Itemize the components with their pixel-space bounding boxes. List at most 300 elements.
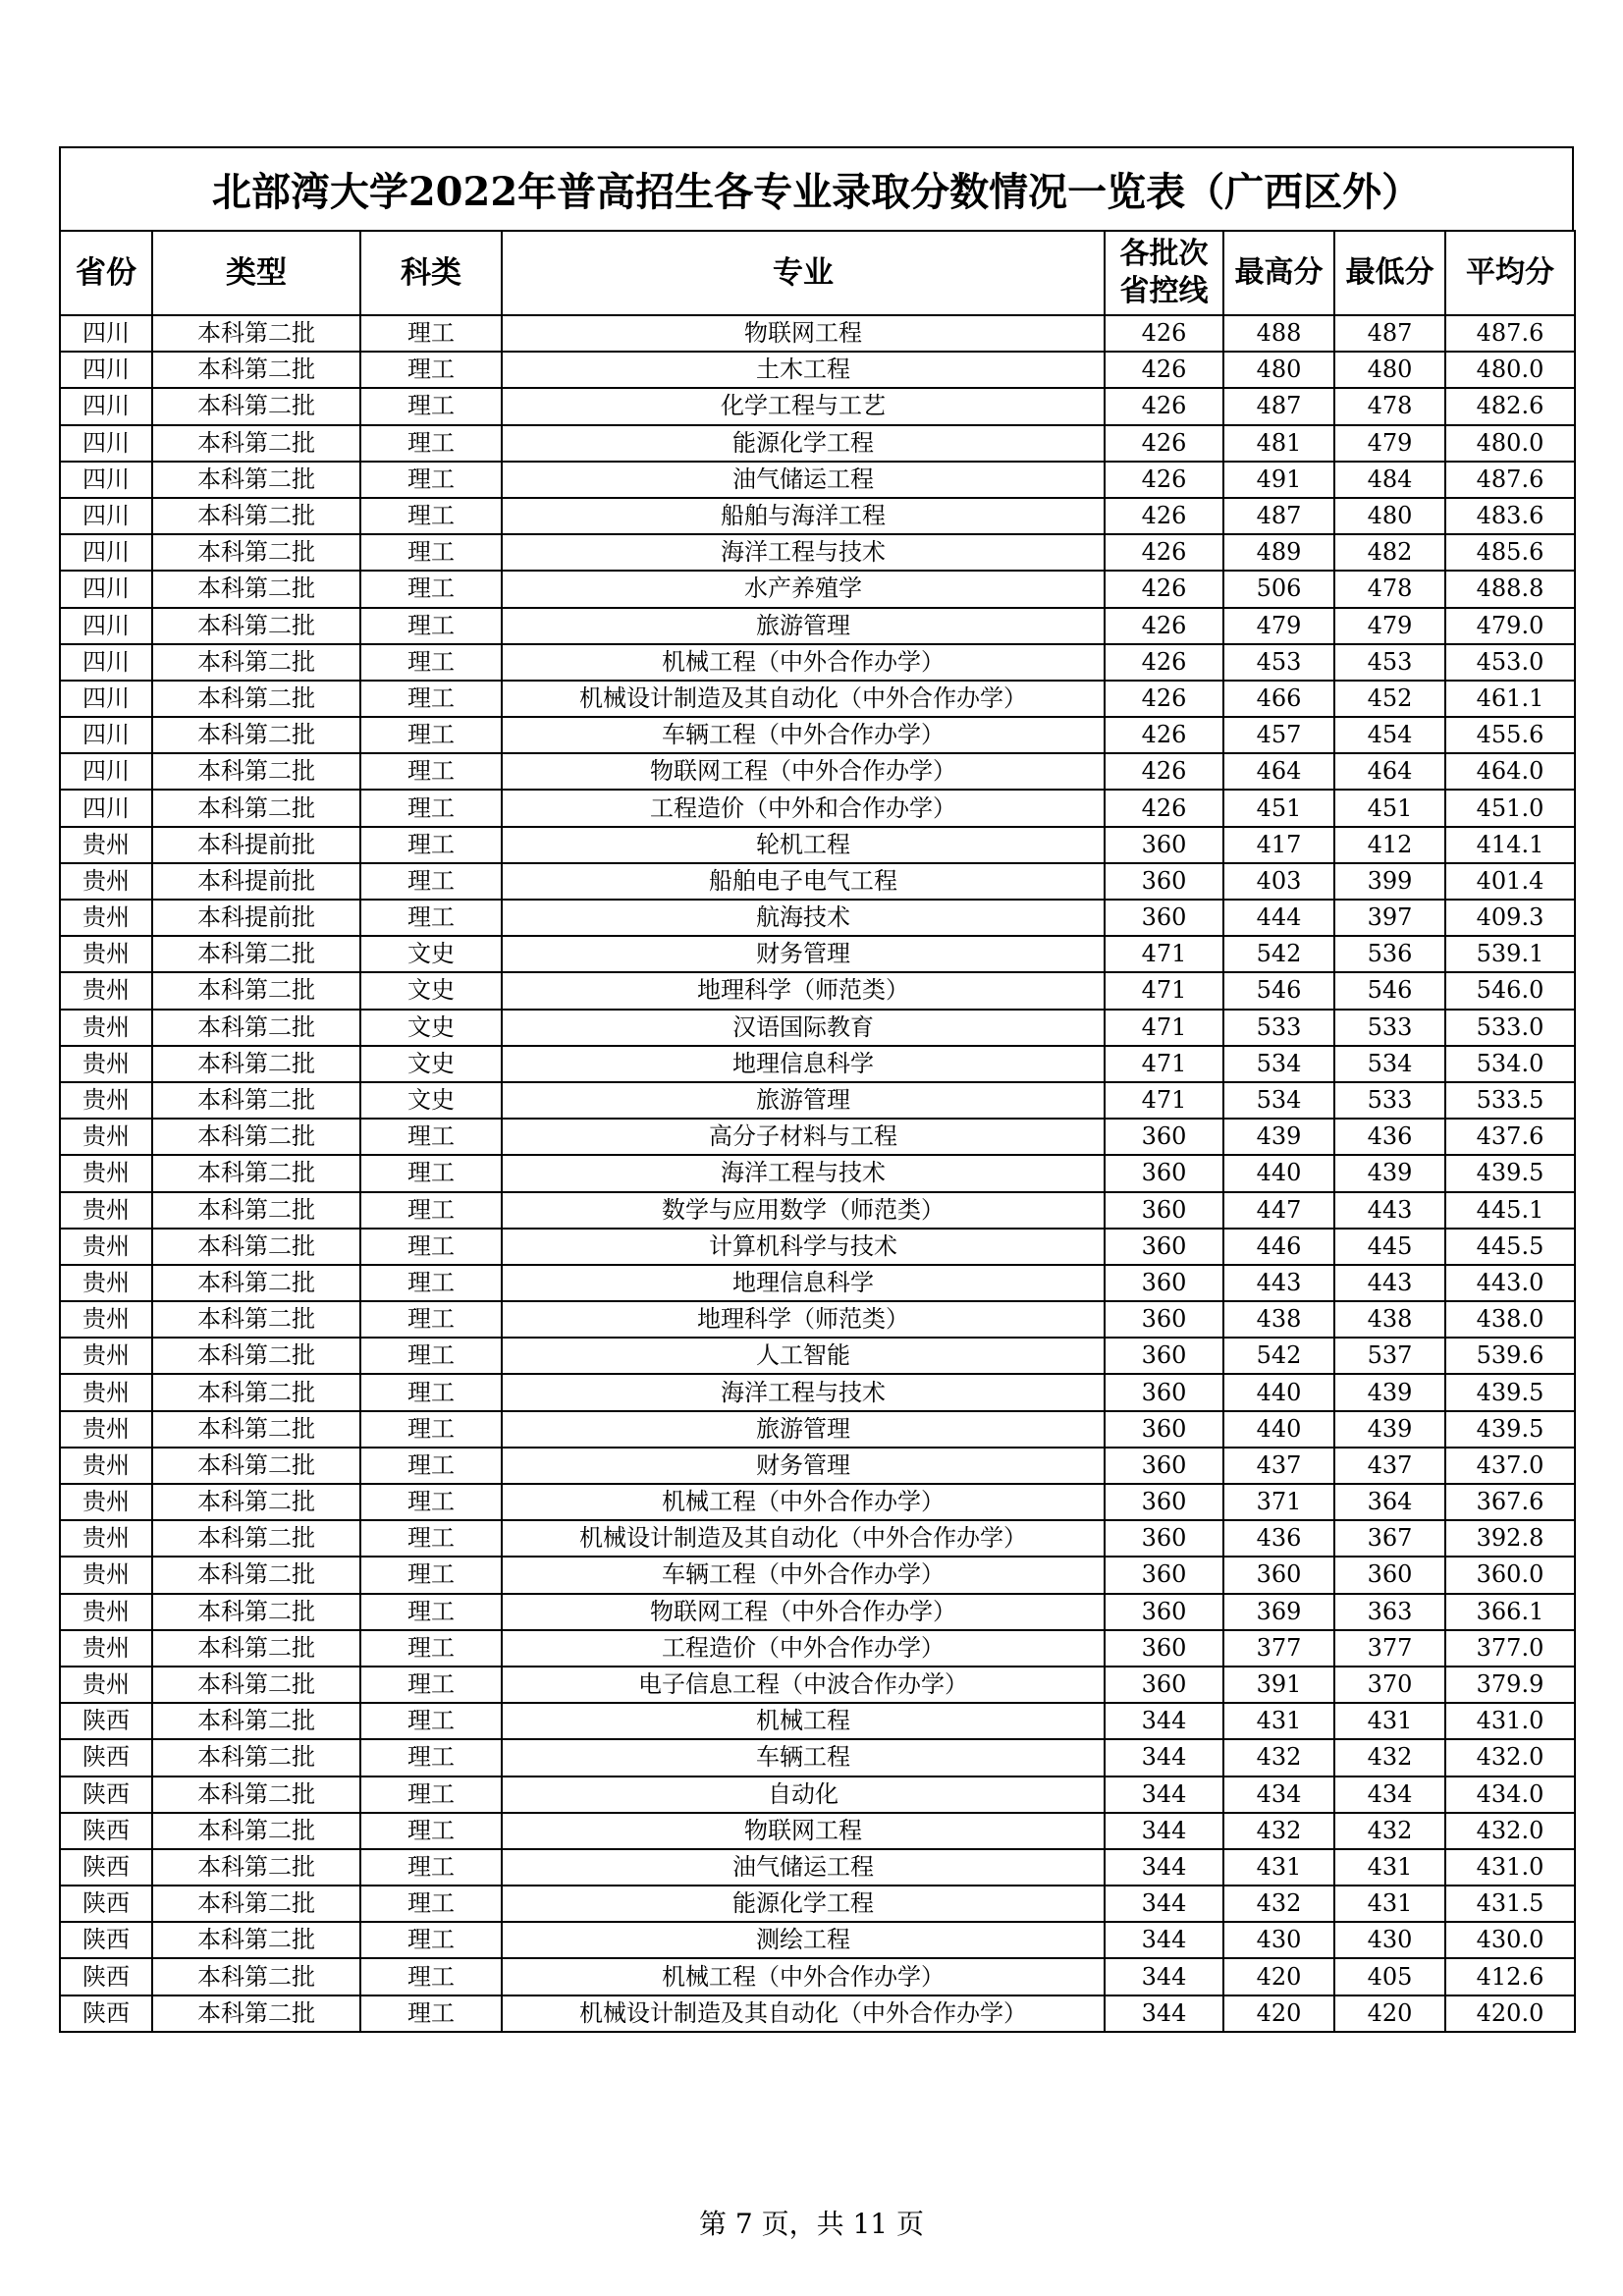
type-cell: 本科第二批	[152, 1739, 360, 1776]
max-score-cell: 432	[1223, 1739, 1334, 1776]
avg-score-cell: 437.6	[1445, 1119, 1575, 1155]
type-cell: 本科第二批	[152, 1301, 360, 1338]
avg-score-cell: 487.6	[1445, 462, 1575, 498]
max-score-cell: 453	[1223, 644, 1334, 681]
max-score-cell: 481	[1223, 425, 1334, 462]
min-score-cell: 443	[1334, 1192, 1445, 1229]
control-line-cell: 344	[1105, 1777, 1223, 1813]
type-cell: 本科第二批	[152, 1374, 360, 1410]
major-cell: 机械设计制造及其自动化（中外合作办学）	[502, 1995, 1105, 2032]
control-line-cell: 360	[1105, 1667, 1223, 1703]
min-score-cell: 439	[1334, 1411, 1445, 1448]
category-cell: 理工	[360, 1374, 502, 1410]
table-row	[60, 388, 1575, 424]
control-line-cell: 426	[1105, 425, 1223, 462]
table-row	[60, 1082, 1575, 1119]
category-cell: 文史	[360, 972, 502, 1009]
avg-score-cell: 487.6	[1445, 315, 1575, 352]
type-cell: 本科第二批	[152, 1265, 360, 1301]
category-cell: 理工	[360, 1922, 502, 1958]
avg-score-cell: 434.0	[1445, 1777, 1575, 1813]
category-cell: 理工	[360, 1849, 502, 1886]
avg-score-cell: 420.0	[1445, 1995, 1575, 2032]
max-score-cell: 436	[1223, 1520, 1334, 1557]
avg-score-cell: 430.0	[1445, 1922, 1575, 1958]
avg-score-cell: 414.1	[1445, 827, 1575, 863]
province-cell: 贵州	[60, 1594, 152, 1630]
min-score-cell: 439	[1334, 1374, 1445, 1410]
control-line-cell: 471	[1105, 1082, 1223, 1119]
min-score-cell: 431	[1334, 1886, 1445, 1922]
type-cell: 本科第二批	[152, 1886, 360, 1922]
category-cell: 理工	[360, 1229, 502, 1265]
table-row	[60, 1374, 1575, 1410]
control-line-cell: 426	[1105, 717, 1223, 753]
category-cell: 理工	[360, 1155, 502, 1191]
avg-score-cell: 461.1	[1445, 681, 1575, 717]
min-score-cell: 431	[1334, 1703, 1445, 1739]
province-cell: 贵州	[60, 936, 152, 972]
avg-score-cell: 443.0	[1445, 1265, 1575, 1301]
type-cell: 本科第二批	[152, 1082, 360, 1119]
province-cell: 贵州	[60, 1630, 152, 1667]
min-score-cell: 487	[1334, 315, 1445, 352]
avg-score-cell: 445.5	[1445, 1229, 1575, 1265]
major-cell: 能源化学工程	[502, 425, 1105, 462]
min-score-cell: 478	[1334, 571, 1445, 607]
control-line-cell: 426	[1105, 790, 1223, 826]
province-cell: 陕西	[60, 1958, 152, 1995]
avg-score-cell: 539.6	[1445, 1338, 1575, 1374]
type-cell: 本科第二批	[152, 315, 360, 352]
min-score-cell: 480	[1334, 352, 1445, 388]
min-score-cell: 434	[1334, 1777, 1445, 1813]
avg-score-cell: 412.6	[1445, 1958, 1575, 1995]
min-score-cell: 431	[1334, 1849, 1445, 1886]
avg-score-cell: 485.6	[1445, 534, 1575, 571]
province-cell: 贵州	[60, 1010, 152, 1046]
major-cell: 物联网工程（中外合作办学）	[502, 753, 1105, 790]
table-row	[60, 1046, 1575, 1082]
min-score-cell: 438	[1334, 1301, 1445, 1338]
avg-score-cell: 533.0	[1445, 1010, 1575, 1046]
category-cell: 文史	[360, 1046, 502, 1082]
type-cell: 本科第二批	[152, 1667, 360, 1703]
type-cell: 本科第二批	[152, 1520, 360, 1557]
max-score-cell: 439	[1223, 1119, 1334, 1155]
province-cell: 陕西	[60, 1995, 152, 2032]
province-cell: 贵州	[60, 1338, 152, 1374]
table-row	[60, 936, 1575, 972]
major-cell: 地理信息科学	[502, 1265, 1105, 1301]
max-score-cell: 487	[1223, 498, 1334, 534]
major-cell: 数学与应用数学（师范类）	[502, 1192, 1105, 1229]
min-score-cell: 537	[1334, 1338, 1445, 1374]
avg-score-cell: 431.0	[1445, 1703, 1575, 1739]
major-cell: 人工智能	[502, 1338, 1105, 1374]
type-cell: 本科第二批	[152, 352, 360, 388]
province-cell: 陕西	[60, 1777, 152, 1813]
type-cell: 本科第二批	[152, 1958, 360, 1995]
min-score-cell: 412	[1334, 827, 1445, 863]
table-title: 北部湾大学2022年普高招生各专业录取分数情况一览表（广西区外）	[59, 146, 1574, 230]
major-cell: 油气储运工程	[502, 462, 1105, 498]
province-cell: 四川	[60, 534, 152, 571]
min-score-cell: 533	[1334, 1082, 1445, 1119]
avg-score-cell: 479.0	[1445, 608, 1575, 644]
major-cell: 地理信息科学	[502, 1046, 1105, 1082]
avg-score-cell: 445.1	[1445, 1192, 1575, 1229]
table-row	[60, 462, 1575, 498]
major-cell: 测绘工程	[502, 1922, 1105, 1958]
type-cell: 本科第二批	[152, 1119, 360, 1155]
category-cell: 理工	[360, 863, 502, 900]
table-row	[60, 1995, 1575, 2032]
min-score-cell: 536	[1334, 936, 1445, 972]
table-row	[60, 498, 1575, 534]
major-cell: 油气储运工程	[502, 1849, 1105, 1886]
table-row	[60, 1739, 1575, 1776]
major-cell: 财务管理	[502, 1448, 1105, 1484]
category-cell: 理工	[360, 1667, 502, 1703]
province-cell: 贵州	[60, 1484, 152, 1520]
category-cell: 理工	[360, 1813, 502, 1849]
province-cell: 四川	[60, 608, 152, 644]
province-cell: 四川	[60, 644, 152, 681]
type-cell: 本科第二批	[152, 1995, 360, 2032]
control-line-cell: 360	[1105, 1155, 1223, 1191]
min-score-cell: 452	[1334, 681, 1445, 717]
major-cell: 高分子材料与工程	[502, 1119, 1105, 1155]
max-score-cell: 542	[1223, 1338, 1334, 1374]
category-cell: 理工	[360, 790, 502, 826]
major-cell: 工程造价（中外合作办学）	[502, 1630, 1105, 1667]
province-cell: 四川	[60, 388, 152, 424]
min-score-cell: 364	[1334, 1484, 1445, 1520]
min-score-cell: 484	[1334, 462, 1445, 498]
max-score-cell: 440	[1223, 1155, 1334, 1191]
major-cell: 能源化学工程	[502, 1886, 1105, 1922]
type-cell: 本科第二批	[152, 1046, 360, 1082]
province-cell: 陕西	[60, 1849, 152, 1886]
type-cell: 本科提前批	[152, 863, 360, 900]
avg-score-cell: 533.5	[1445, 1082, 1575, 1119]
province-cell: 贵州	[60, 1448, 152, 1484]
category-cell: 文史	[360, 1010, 502, 1046]
max-score-cell: 534	[1223, 1082, 1334, 1119]
control-line-cell: 360	[1105, 1594, 1223, 1630]
type-cell: 本科第二批	[152, 1922, 360, 1958]
category-cell: 文史	[360, 936, 502, 972]
table-row	[60, 1301, 1575, 1338]
min-score-cell: 360	[1334, 1557, 1445, 1593]
province-cell: 贵州	[60, 863, 152, 900]
control-line-cell: 360	[1105, 900, 1223, 936]
avg-score-cell: 546.0	[1445, 972, 1575, 1009]
min-score-cell: 479	[1334, 425, 1445, 462]
category-cell: 文史	[360, 1082, 502, 1119]
max-score-cell: 464	[1223, 753, 1334, 790]
category-cell: 理工	[360, 1411, 502, 1448]
major-cell: 工程造价（中外和合作办学）	[502, 790, 1105, 826]
table-body	[60, 315, 1575, 2032]
table-row	[60, 1557, 1575, 1593]
type-cell: 本科第二批	[152, 717, 360, 753]
control-line-cell: 426	[1105, 571, 1223, 607]
table-row	[60, 1119, 1575, 1155]
province-cell: 贵州	[60, 1411, 152, 1448]
type-cell: 本科第二批	[152, 1448, 360, 1484]
major-cell: 船舶与海洋工程	[502, 498, 1105, 534]
table-row	[60, 425, 1575, 462]
table-row	[60, 1813, 1575, 1849]
min-score-cell: 534	[1334, 1046, 1445, 1082]
control-line-cell: 360	[1105, 1411, 1223, 1448]
col-header-control-line: 各批次省控线	[1105, 231, 1223, 315]
category-cell: 理工	[360, 534, 502, 571]
max-score-cell: 431	[1223, 1703, 1334, 1739]
province-cell: 陕西	[60, 1886, 152, 1922]
max-score-cell: 440	[1223, 1411, 1334, 1448]
major-cell: 机械工程（中外合作办学）	[502, 1958, 1105, 1995]
control-line-cell: 360	[1105, 1484, 1223, 1520]
control-line-cell: 360	[1105, 1520, 1223, 1557]
category-cell: 理工	[360, 608, 502, 644]
max-score-cell: 377	[1223, 1630, 1334, 1667]
min-score-cell: 432	[1334, 1813, 1445, 1849]
avg-score-cell: 464.0	[1445, 753, 1575, 790]
table-row	[60, 1594, 1575, 1630]
type-cell: 本科第二批	[152, 753, 360, 790]
control-line-cell: 344	[1105, 1995, 1223, 2032]
avg-score-cell: 438.0	[1445, 1301, 1575, 1338]
major-cell: 航海技术	[502, 900, 1105, 936]
max-score-cell: 466	[1223, 681, 1334, 717]
min-score-cell: 482	[1334, 534, 1445, 571]
min-score-cell: 432	[1334, 1739, 1445, 1776]
type-cell: 本科第二批	[152, 534, 360, 571]
type-cell: 本科第二批	[152, 462, 360, 498]
table-row	[60, 1010, 1575, 1046]
table-row	[60, 717, 1575, 753]
min-score-cell: 451	[1334, 790, 1445, 826]
max-score-cell: 371	[1223, 1484, 1334, 1520]
max-score-cell: 506	[1223, 571, 1334, 607]
max-score-cell: 443	[1223, 1265, 1334, 1301]
table-row	[60, 1922, 1575, 1958]
major-cell: 旅游管理	[502, 1411, 1105, 1448]
control-line-cell: 426	[1105, 315, 1223, 352]
scores-table	[59, 230, 1576, 2033]
page-footer	[0, 2203, 1623, 2242]
type-cell: 本科第二批	[152, 1813, 360, 1849]
max-score-cell: 546	[1223, 972, 1334, 1009]
province-cell: 贵州	[60, 1667, 152, 1703]
control-line-cell: 344	[1105, 1813, 1223, 1849]
min-score-cell: 370	[1334, 1667, 1445, 1703]
province-cell: 贵州	[60, 1557, 152, 1593]
province-cell: 贵州	[60, 1155, 152, 1191]
avg-score-cell: 534.0	[1445, 1046, 1575, 1082]
major-cell: 海洋工程与技术	[502, 1374, 1105, 1410]
col-header-major: 专业	[502, 231, 1105, 315]
min-score-cell: 397	[1334, 900, 1445, 936]
type-cell: 本科第二批	[152, 1155, 360, 1191]
category-cell: 理工	[360, 827, 502, 863]
table-row	[60, 352, 1575, 388]
type-cell: 本科第二批	[152, 608, 360, 644]
table-row	[60, 1630, 1575, 1667]
type-cell: 本科第二批	[152, 1484, 360, 1520]
control-line-cell: 471	[1105, 972, 1223, 1009]
avg-score-cell: 437.0	[1445, 1448, 1575, 1484]
control-line-cell: 360	[1105, 1119, 1223, 1155]
table-row	[60, 1777, 1575, 1813]
avg-score-cell: 366.1	[1445, 1594, 1575, 1630]
avg-score-cell: 539.1	[1445, 936, 1575, 972]
type-cell: 本科第二批	[152, 498, 360, 534]
type-cell: 本科第二批	[152, 681, 360, 717]
table-row	[60, 1703, 1575, 1739]
control-line-cell: 344	[1105, 1739, 1223, 1776]
min-score-cell: 480	[1334, 498, 1445, 534]
major-cell: 计算机科学与技术	[502, 1229, 1105, 1265]
table-row	[60, 1520, 1575, 1557]
header-row	[60, 231, 1575, 315]
table-row	[60, 753, 1575, 790]
category-cell: 理工	[360, 900, 502, 936]
max-score-cell: 457	[1223, 717, 1334, 753]
major-cell: 轮机工程	[502, 827, 1105, 863]
max-score-cell: 438	[1223, 1301, 1334, 1338]
max-score-cell: 487	[1223, 388, 1334, 424]
max-score-cell: 432	[1223, 1813, 1334, 1849]
control-line-cell: 426	[1105, 753, 1223, 790]
min-score-cell: 443	[1334, 1265, 1445, 1301]
province-cell: 四川	[60, 352, 152, 388]
province-cell: 贵州	[60, 1301, 152, 1338]
province-cell: 贵州	[60, 1192, 152, 1229]
category-cell: 理工	[360, 462, 502, 498]
table-row	[60, 644, 1575, 681]
control-line-cell: 426	[1105, 608, 1223, 644]
max-score-cell: 403	[1223, 863, 1334, 900]
control-line-cell: 426	[1105, 534, 1223, 571]
avg-score-cell: 367.6	[1445, 1484, 1575, 1520]
avg-score-cell: 480.0	[1445, 352, 1575, 388]
province-cell: 四川	[60, 498, 152, 534]
control-line-cell: 426	[1105, 462, 1223, 498]
province-cell: 贵州	[60, 972, 152, 1009]
major-cell: 机械设计制造及其自动化（中外合作办学）	[502, 681, 1105, 717]
avg-score-cell: 451.0	[1445, 790, 1575, 826]
major-cell: 机械设计制造及其自动化（中外合作办学）	[502, 1520, 1105, 1557]
table-row	[60, 315, 1575, 352]
category-cell: 理工	[360, 717, 502, 753]
province-cell: 四川	[60, 571, 152, 607]
table-row	[60, 1484, 1575, 1520]
category-cell: 理工	[360, 571, 502, 607]
page-number: 第 7 页，共 11 页	[698, 2208, 925, 2240]
type-cell: 本科第二批	[152, 644, 360, 681]
table-row	[60, 1849, 1575, 1886]
control-line-cell: 344	[1105, 1703, 1223, 1739]
avg-score-cell: 439.5	[1445, 1155, 1575, 1191]
table-row	[60, 827, 1575, 863]
avg-score-cell: 455.6	[1445, 717, 1575, 753]
avg-score-cell: 432.0	[1445, 1813, 1575, 1849]
col-header-avg-score: 平均分	[1445, 231, 1575, 315]
avg-score-cell: 439.5	[1445, 1411, 1575, 1448]
control-line-cell: 360	[1105, 1448, 1223, 1484]
avg-score-cell: 392.8	[1445, 1520, 1575, 1557]
avg-score-cell: 480.0	[1445, 425, 1575, 462]
major-cell: 地理科学（师范类）	[502, 1301, 1105, 1338]
major-cell: 土木工程	[502, 352, 1105, 388]
max-score-cell: 480	[1223, 352, 1334, 388]
avg-score-cell: 482.6	[1445, 388, 1575, 424]
type-cell: 本科第二批	[152, 1777, 360, 1813]
type-cell: 本科第二批	[152, 1557, 360, 1593]
type-cell: 本科第二批	[152, 1594, 360, 1630]
province-cell: 四川	[60, 790, 152, 826]
table-row	[60, 900, 1575, 936]
max-score-cell: 440	[1223, 1374, 1334, 1410]
min-score-cell: 546	[1334, 972, 1445, 1009]
min-score-cell: 420	[1334, 1995, 1445, 2032]
category-cell: 理工	[360, 1192, 502, 1229]
province-cell: 陕西	[60, 1703, 152, 1739]
type-cell: 本科第二批	[152, 1630, 360, 1667]
category-cell: 理工	[360, 1448, 502, 1484]
province-cell: 贵州	[60, 1119, 152, 1155]
min-score-cell: 399	[1334, 863, 1445, 900]
major-cell: 旅游管理	[502, 1082, 1105, 1119]
max-score-cell: 369	[1223, 1594, 1334, 1630]
max-score-cell: 447	[1223, 1192, 1334, 1229]
max-score-cell: 444	[1223, 900, 1334, 936]
max-score-cell: 431	[1223, 1849, 1334, 1886]
table-row	[60, 681, 1575, 717]
type-cell: 本科第二批	[152, 1849, 360, 1886]
table-row	[60, 1265, 1575, 1301]
control-line-cell: 360	[1105, 1192, 1223, 1229]
min-score-cell: 533	[1334, 1010, 1445, 1046]
category-cell: 理工	[360, 1520, 502, 1557]
control-line-cell: 426	[1105, 388, 1223, 424]
major-cell: 化学工程与工艺	[502, 388, 1105, 424]
control-line-cell: 360	[1105, 1301, 1223, 1338]
avg-score-cell: 431.0	[1445, 1849, 1575, 1886]
col-header-province: 省份	[60, 231, 152, 315]
category-cell: 理工	[360, 1557, 502, 1593]
province-cell: 四川	[60, 425, 152, 462]
category-cell: 理工	[360, 681, 502, 717]
table-row	[60, 1338, 1575, 1374]
control-line-cell: 344	[1105, 1886, 1223, 1922]
avg-score-cell: 401.4	[1445, 863, 1575, 900]
type-cell: 本科第二批	[152, 1411, 360, 1448]
category-cell: 理工	[360, 1301, 502, 1338]
admission-score-table-sheet	[59, 146, 1574, 2033]
province-cell: 贵州	[60, 827, 152, 863]
major-cell: 汉语国际教育	[502, 1010, 1105, 1046]
max-score-cell: 542	[1223, 936, 1334, 972]
major-cell: 地理科学（师范类）	[502, 972, 1105, 1009]
control-line-cell: 471	[1105, 1010, 1223, 1046]
category-cell: 理工	[360, 425, 502, 462]
province-cell: 四川	[60, 315, 152, 352]
